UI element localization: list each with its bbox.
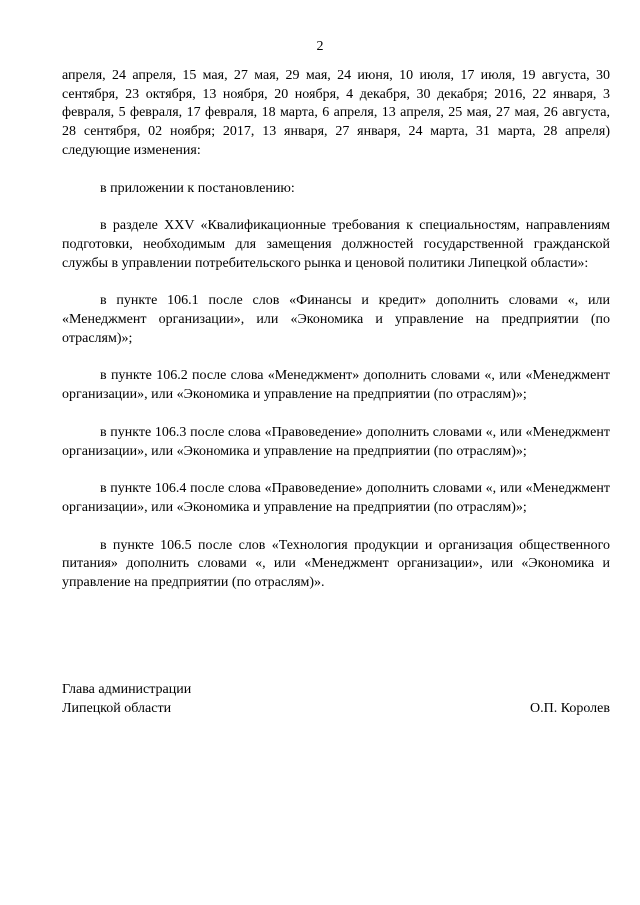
paragraph-item-106-4: в пункте 106.4 после слова «Правоведение» дополнить словами «, или «Менеджмент организации», или «Экономика и управление на предприятии (по отраслям)»; (62, 481, 610, 515)
paragraph-section-xxv: в разделе XXV «Квалификационные требования к специальностям, направлениям подготовки, необходимым для замещения должностей государственной гражданской службы в управлении потребительского рынка и ценовой политики Липецкой области»: (62, 218, 610, 271)
paragraph-item-106-1: в пункте 106.1 после слов «Финансы и кредит» дополнить словами «, или «Менеджмент организации», или «Экономика и управление на предприятии (по отраслям)»; (62, 293, 610, 346)
signature-title-line2: Липецкой области (62, 700, 172, 716)
page-number: 2 (316, 39, 324, 54)
paragraph-gap (62, 461, 610, 480)
paragraph-gap (62, 161, 610, 180)
paragraph-gap (62, 405, 610, 424)
paragraph-gap (62, 273, 610, 292)
paragraph-item-106-2: в пункте 106.2 после слова «Менеджмент» дополнить словами «, или «Менеджмент организации», или «Экономика и управление на предприятии (по отраслям)»; (62, 368, 610, 403)
signature-block (62, 681, 610, 718)
paragraph-item-106-3: в пункте 106.3 после слова «Правоведение» дополнить словами «, или «Менеджмент организации», или «Экономика и управление на предприятии (по отраслям)»; (62, 424, 610, 459)
paragraph-item-106-5: в пункте 106.5 после слов «Технология продукции и организация общественного питания» дополнить словами «, или «Менеджмент организации», или «Экономика и управление на предприятии (по отраслям)». (62, 537, 610, 591)
signature-name: О.П. Королев (530, 700, 610, 716)
paragraph-appendix-intro: в приложении к постановлению: (100, 180, 295, 196)
signature-row (62, 700, 610, 719)
signature-title-line1: Глава администрации (62, 682, 192, 697)
paragraph-gap (62, 348, 610, 367)
document-body (62, 67, 610, 593)
paragraph-gap (62, 198, 610, 217)
paragraph-gap (62, 518, 610, 537)
paragraph-continuation: апреля, 24 апреля, 15 мая, 27 мая, 29 мая, 24 июня, 10 июля, 17 июля, 19 августа, 30 сентября, 23 октября, 13 ноября, 20 ноября, 4 декабря, 30 декабря; 2016, 22 января, 3 февраля, 5 февраля, 17 февраля, 18 марта, 6 апреля, 13 апреля, 25 мая, 27 мая, 26 августа, 28 сентября, 02 ноября; 2017, 13 января, 27 января, 24 марта, 31 марта, 28 апреля) следующие изменения: (62, 68, 610, 158)
